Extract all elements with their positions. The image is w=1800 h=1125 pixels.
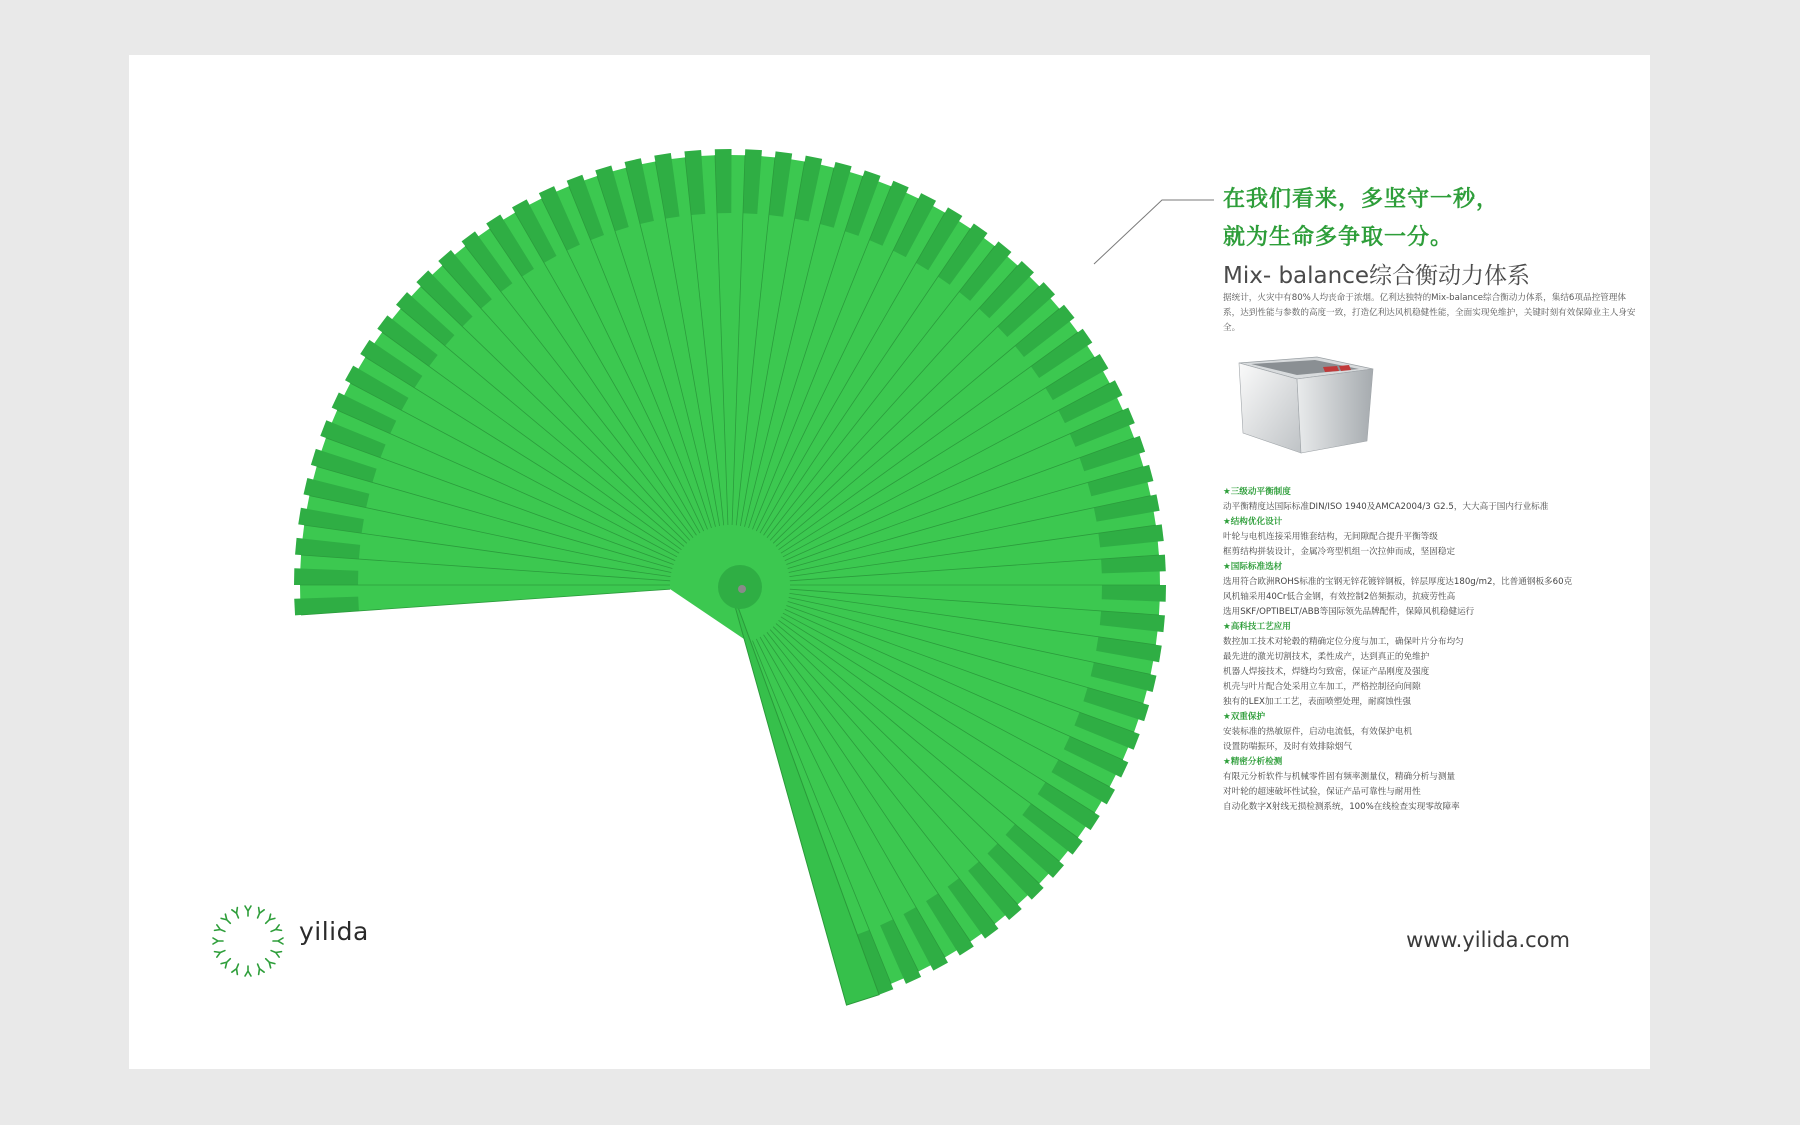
advertisement-page <box>129 55 1650 1069</box>
headline <box>1223 181 1499 257</box>
feature-line: 独有的LEX加工工艺，表面喷塑处理，耐腐蚀性强 <box>1223 697 1411 707</box>
feature-line: 机器人焊接技术，焊缝均匀致密，保证产品刚度及强度 <box>1223 667 1430 677</box>
feature-title: ★高科技工艺应用 <box>1223 622 1291 632</box>
feature-title: ★精密分析检测 <box>1223 757 1283 767</box>
feature-line: 框剪结构拼装设计，金属冷弯型机组一次拉伸而成，坚固稳定 <box>1223 547 1456 557</box>
headline-line-1: 在我们看来，多坚守一秒， <box>1223 187 1500 212</box>
feature-line: 动平衡精度达国际标准DIN/ISO 1940及AMCA2004/3 G2.5，大大高于国内行业标准 <box>1223 502 1549 512</box>
feature-line: 自动化数字X射线无损检测系统，100%在线检查实现零故障率 <box>1223 802 1460 812</box>
headline-line-2: 就为生命多争取一分。 <box>1223 225 1454 250</box>
feature-line: 对叶轮的超速破坏性试验，保证产品可靠性与耐用性 <box>1223 787 1421 797</box>
feature-line: 设置防喘振环，及时有效排除烟气 <box>1223 742 1352 752</box>
feature-title: ★三级动平衡制度 <box>1223 487 1291 497</box>
intro-paragraph: 据统计，火灾中有80%人均丧命于浓烟。亿利达独特的Mix-balance综合衡动力体系，集结6项品控管理体系，达到性能与参数的高度一致，打造亿利达风机稳健性能，全面实现免维护，关键时刻有效保障业主人身安全。 <box>1223 293 1636 333</box>
brand-name: yilida <box>299 917 369 946</box>
feature-title: ★结构优化设计 <box>1223 517 1283 527</box>
feature-line: 风机轴采用40Cr低合金钢，有效控制2倍频振动，抗疲劳性高 <box>1223 592 1456 602</box>
subtitle: Mix- balance综合衡动力体系 <box>1223 263 1531 289</box>
feature-title: ★国际标准选材 <box>1223 562 1283 572</box>
yilida-sunburst-logo-icon <box>207 900 289 982</box>
website-url: www.yilida.com <box>1406 928 1570 952</box>
feature-line: 有限元分析软件与机械零件固有频率测量仪，精确分析与测量 <box>1223 772 1456 782</box>
feature-line: 机壳与叶片配合处采用立车加工，严格控制径向间隙 <box>1223 682 1421 692</box>
feature-list <box>1223 485 1653 815</box>
feature-line: 数控加工技术对轮毂的精确定位分度与加工，确保叶片分布均匀 <box>1223 637 1464 647</box>
feature-line: 叶轮与电机连接采用锥套结构，无间隙配合提升平衡等级 <box>1223 532 1438 542</box>
feature-line: 最先进的激光切割技术，柔性成产，达到真正的免维护 <box>1223 652 1430 662</box>
rooftop-fan-unit-image <box>1227 355 1377 457</box>
feature-line: 选用SKF/OPTIBELT/ABB等国际领先品牌配件，保障风机稳健运行 <box>1223 607 1475 617</box>
feature-line: 安装标准的热敏原件，启动电流低，有效保护电机 <box>1223 727 1413 737</box>
feature-line: 选用符合欧洲ROHS标准的宝钢无锌花镀锌钢板，锌层厚度达180g/m2，比普通钢板多60克 <box>1223 577 1573 587</box>
feature-title: ★双重保护 <box>1223 712 1266 722</box>
